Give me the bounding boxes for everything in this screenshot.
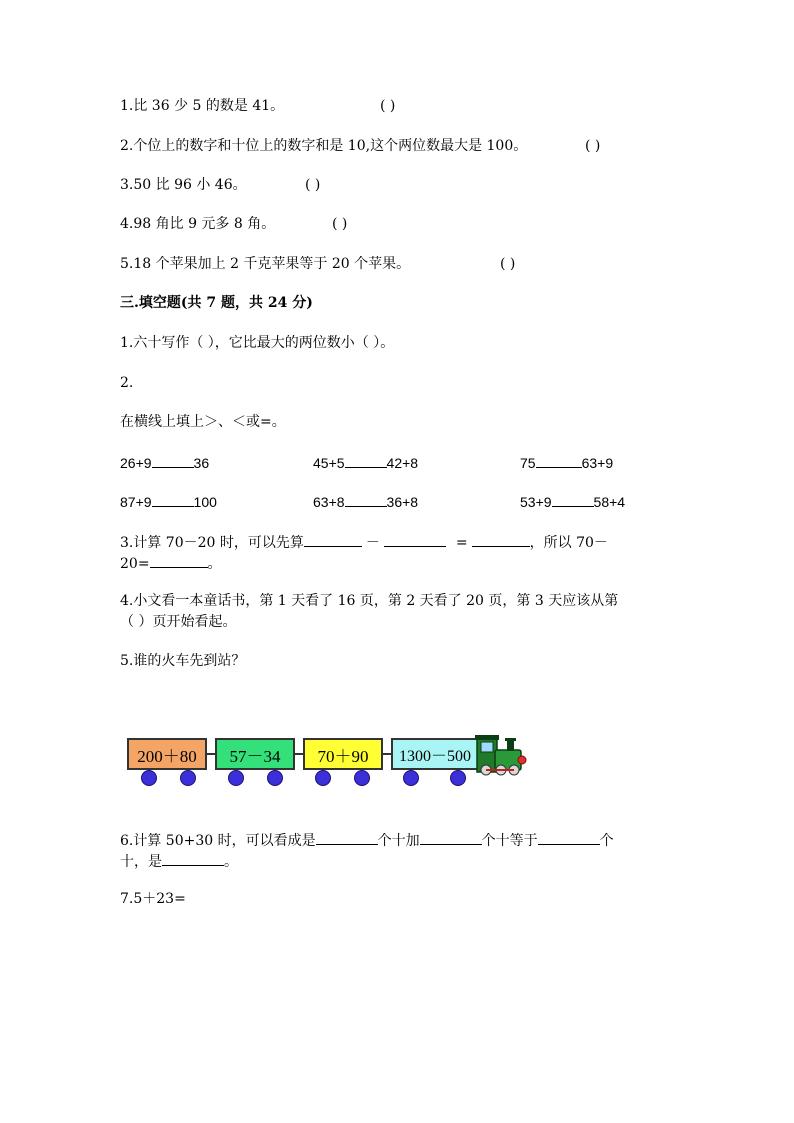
judge-q4 [120, 215, 275, 233]
compare-item [313, 492, 418, 511]
compare-item [520, 492, 625, 511]
compare-right: 63+9 [581, 455, 614, 471]
fill-q6-text-a: 6.计算 50+30 时，可以看成是 [120, 833, 316, 849]
minus-sign: － [365, 535, 380, 551]
judge-q4-answer-paren[interactable]: ( ) [332, 216, 348, 232]
answer-blank[interactable] [304, 532, 362, 547]
judge-q2 [120, 137, 527, 155]
judge-q3-text: 3.50 比 96 小 46。 [120, 177, 247, 193]
fill-q6-text-d: 个 [599, 833, 614, 849]
compare-blank[interactable] [152, 492, 194, 507]
fill-q6-line1 [120, 830, 614, 850]
compare-left: 53+9 [520, 494, 552, 510]
compare-left: 26+9 [120, 455, 152, 471]
judge-q3-answer-paren[interactable]: ( ) [305, 177, 321, 193]
fill-q6-line2 [120, 851, 238, 871]
compare-right: 42+8 [386, 455, 419, 471]
compare-item [520, 453, 613, 472]
judge-q1-answer-paren[interactable]: ( ) [380, 98, 396, 114]
fill-q7: 7.5＋23= [120, 891, 186, 907]
train-car-4-label: 1300－500 [398, 747, 471, 765]
judge-q5 [120, 255, 410, 273]
coupler [207, 753, 215, 755]
judge-q3 [120, 176, 247, 194]
fill-q2-number: 2. [120, 375, 134, 391]
fill-q3-end: 。 [207, 556, 222, 572]
judge-q2-text: 2.个位上的数字和十位上的数字和是 10,这个两位数最大是 100。 [120, 138, 528, 154]
compare-item [120, 492, 217, 511]
wheel [141, 770, 157, 786]
judge-q5-text: 5.18 个苹果加上 2 千克苹果等于 20 个苹果。 [120, 256, 411, 272]
compare-blank[interactable] [152, 453, 194, 468]
fill-q4-line1: 4.小文看一本童话书，第 1 天看了 16 页，第 2 天看了 20 页，第 3 天应该从第 [120, 593, 619, 609]
fill-q3-line2 [120, 553, 222, 573]
compare-blank[interactable] [345, 453, 387, 468]
wheel [315, 770, 331, 786]
answer-blank[interactable] [472, 532, 530, 547]
wheel [228, 770, 244, 786]
fill-q3-text-c: 20= [120, 556, 150, 572]
answer-blank[interactable] [150, 553, 208, 568]
judge-q1 [120, 97, 284, 115]
fill-q6-text-b: 个十加 [377, 833, 420, 849]
compare-left: 75 [520, 455, 536, 471]
compare-right: 36+8 [386, 494, 419, 510]
answer-blank[interactable] [384, 532, 446, 547]
fill-q3-text-b: ，所以 70－ [529, 535, 608, 551]
compare-right: 100 [193, 494, 217, 510]
compare-right: 58+4 [593, 494, 626, 510]
wheel [403, 770, 419, 786]
answer-blank[interactable] [420, 830, 482, 845]
fill-q3-line1 [120, 532, 608, 552]
train-car-1 [127, 738, 207, 770]
answer-blank[interactable] [162, 851, 224, 866]
train-car-2 [215, 738, 295, 770]
train-car-4 [391, 738, 479, 770]
wheel [354, 770, 370, 786]
fill-q3-text: 3.计算 70－20 时，可以先算 [120, 535, 304, 551]
train-illustration [125, 728, 535, 790]
coupler [383, 753, 391, 755]
compare-left: 63+8 [313, 494, 345, 510]
fill-q6-text-c: 个十等于 [481, 833, 538, 849]
judge-q4-text: 4.98 角比 9 元多 8 角。 [120, 216, 276, 232]
fill-q6-text-f: 。 [224, 854, 238, 870]
compare-blank[interactable] [536, 453, 582, 468]
fill-q5: 5.谁的火车先到站？ [120, 653, 246, 669]
compare-left: 87+9 [120, 494, 152, 510]
fill-q2-instruction: 在横线上填上＞、＜或=。 [120, 414, 286, 430]
wheel [450, 770, 466, 786]
wheel [180, 770, 196, 786]
compare-item [313, 453, 418, 472]
judge-q1-text: 1.比 36 少 5 的数是 41。 [120, 98, 285, 114]
train-car-3 [303, 738, 383, 770]
compare-blank[interactable] [345, 492, 387, 507]
judge-q2-answer-paren[interactable]: ( ) [585, 138, 601, 154]
compare-left: 45+5 [313, 455, 345, 471]
fill-q1: 1.六十写作（ ），它比最大的两位数小（ ）。 [120, 335, 395, 351]
judge-q5-answer-paren[interactable]: ( ) [500, 256, 516, 272]
train-car-3-label: 70＋90 [317, 746, 369, 766]
train-car-1-label: 200＋80 [137, 746, 197, 766]
section-title: 三.填空题(共 7 题，共 24 分) [120, 295, 313, 311]
fill-q4-line2: （ ）页开始看起。 [120, 614, 237, 630]
compare-item [120, 453, 209, 472]
fill-q6-text-e: 十，是 [120, 854, 162, 870]
wheel [267, 770, 283, 786]
answer-blank[interactable] [538, 830, 600, 845]
coupler [295, 753, 303, 755]
train-car-2-label: 57－34 [229, 746, 281, 766]
answer-blank[interactable] [316, 830, 378, 845]
equals-sign: = [455, 535, 468, 551]
locomotive-icon [475, 732, 527, 778]
compare-right: 36 [193, 455, 210, 471]
compare-blank[interactable] [552, 492, 594, 507]
